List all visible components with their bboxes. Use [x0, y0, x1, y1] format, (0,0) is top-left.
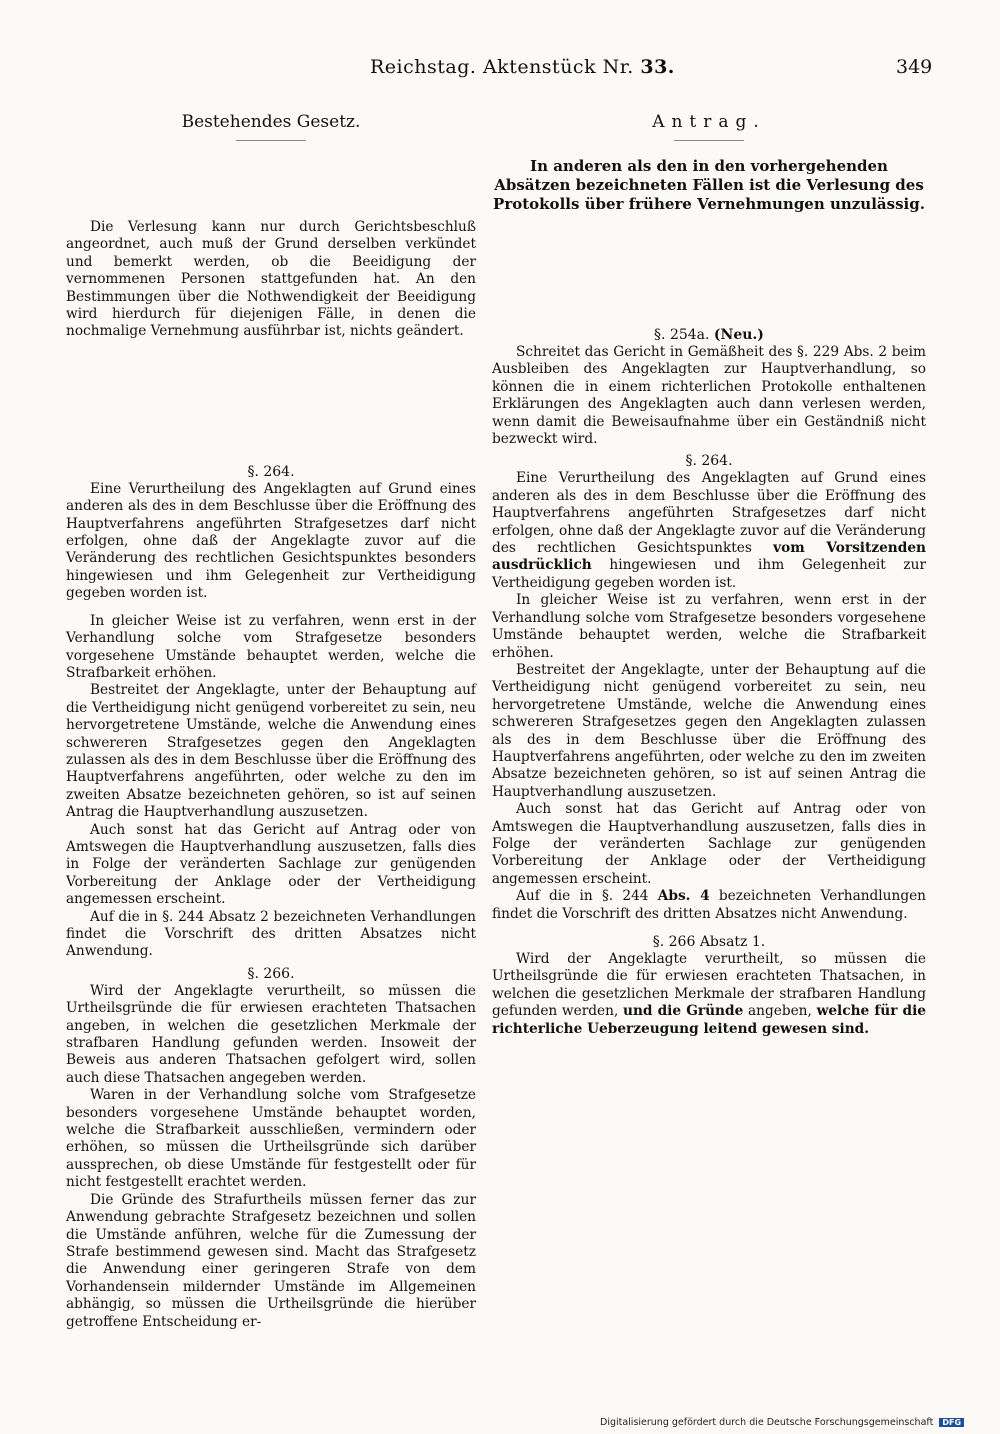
- section-number: §. 264.: [247, 463, 295, 480]
- paragraph: Bestreitet der Angeklagte, unter der Behauptung auf die Vertheidigung nicht genügend vorbereitet zu sein, neu hervorgetretene Umstände, welche die Anwendung eines schwereren Strafgesetzes gegen den Angeklagten zulassen als des in dem Beschlusse über die Eröffnung des Hauptverfahrens angeführten, oder welche zu den im zweiten Absatze bezeichneten gehören, so ist auf seinen Antrag die Hauptverhandlung auszusetzen.: [66, 682, 476, 821]
- credit-text: Digitalisierung gefördert durch die Deutsche Forschungsgemeinschaft: [600, 1417, 934, 1428]
- amended-text: Abs. 4: [657, 888, 710, 905]
- paragraph-text: Eine Verurtheilung des Angeklagten auf Grund eines anderen als des in dem Beschlusse über die Eröffnung des Hauptverfahrens angeführten Strafgesetzes darf nicht erfolgen, ohne daß der Angeklagte zuvor auf die Veränderung des rechtlichen Gesichtspunktes: [492, 470, 926, 557]
- proposal-text: In anderen als den in den vorhergehenden Absätzen bezeichneten Fällen ist die Verlesung des Protokolls über frühere Vernehmungen unzulässig.: [493, 157, 925, 213]
- amended-text: welche für die richterliche Ueberzeugung leitend gewesen sind.: [492, 1003, 926, 1037]
- paragraph-text: hingewiesen und ihm Gelegenheit zur Vertheidigung gegeben worden ist.: [492, 557, 926, 591]
- page-number: 349: [896, 56, 933, 78]
- amended-text: vom Vorsitzenden ausdrücklich: [492, 540, 926, 574]
- running-title: [370, 56, 675, 78]
- paragraph: Auch sonst hat das Gericht auf Antrag oder von Amtswegen die Hauptverhandlung auszusetzen, falls dies in Folge der veränderten Sachlage zur genügenden Vorbereitung der Anklage oder der Vertheidigung angemessen erscheint.: [66, 821, 476, 908]
- paragraph: In gleicher Weise ist zu verfahren, wenn erst in der Verhandlung solche vom Strafgesetze besonders vorgesehene Umstände behauptet werden, welche die Strafbarkeit erhöhen.: [492, 592, 926, 661]
- heading-divider: [236, 140, 306, 141]
- paragraph: Wird der Angeklagte verurtheilt, so müssen die Urtheilsgründe die für erwiesen erachteten Thatsachen angeben, in welchen die gesetzlichen Merkmale der strafbaren Handlung gefunden werden. Insoweit der Beweis aus anderen Thatsachen gefolgert wird, sollen auch diese Thatsachen angegeben werden.: [66, 982, 476, 1086]
- left-column-existing-law: [66, 112, 476, 1352]
- paragraph: Waren in der Verhandlung solche vom Strafgesetze besonders vorgesehene Umstände behauptet worden, welche die Strafbarkeit ausschließen, vermindern oder erhöhen, so müssen die Urtheilsgründe sich darüber aussprechen, ob diese Umstände für festgestellt oder für nicht festgestellt erachtet werden.: [66, 1087, 476, 1191]
- new-marker: (Neu.): [713, 327, 764, 343]
- dfg-logo: DFG: [939, 1418, 964, 1427]
- paragraph: Auf die in §. 244 Absatz 2 bezeichneten Verhandlungen findet die Vorschrift des dritten Absatzes nicht Anwendung.: [66, 908, 476, 960]
- left-column-heading: Bestehendes Gesetz.: [181, 112, 361, 132]
- section-number: §. 264.: [685, 453, 733, 470]
- section-number-text: §. 254a.: [654, 327, 710, 343]
- paragraph: Schreitet das Gericht in Gemäßheit des §. 229 Abs. 2 beim Ausbleiben des Angeklagten zur Hauptverhandlung, so können die in einem richterlichen Protokolle enthaltenen Erklärungen des Angeklagten auch dann verlesen werden, wenn damit die Beweisaufnahme über ein Geständniß nicht bezweckt wird.: [492, 344, 926, 448]
- paragraph-text: Wird der Angeklagte verurtheilt, so müssen die Urtheilsgründe die für erwiesen erachteten Thatsachen, in welchen die gesetzlichen Merkmale der strafbaren Handlung gefunden werden,: [492, 951, 926, 1020]
- paragraph: Die Verlesung kann nur durch Gerichtsbeschluß angeordnet, auch muß der Grund derselben verkündet und bemerkt werden, ob die Beeidigung der vernommenen Personen stattgefunden hat. An den Bestimmungen über die Nothwendigkeit der Beeidigung wird hierdurch für diejenigen Fälle, in denen die nochmalige Vernehmung ausführbar ist, nichts geändert.: [66, 219, 476, 340]
- running-title-text: Reichstag. Aktenstück Nr.: [370, 56, 634, 78]
- paragraph: Eine Verurtheilung des Angeklagten auf Grund eines anderen als des in dem Beschlusse über die Eröffnung des Hauptverfahrens angeführten Strafgesetzes darf nicht erfolgen, ohne daß der Angeklagte zuvor auf die Veränderung des rechtlichen Gesichtspunktes besonders hingewiesen und ihm Gelegenheit zur Vertheidigung gegeben worden ist.: [66, 480, 476, 602]
- section-number: §. 266.: [247, 965, 295, 982]
- document-number: 33.: [640, 56, 675, 78]
- right-column-proposal: [492, 112, 926, 1352]
- section-number: §. 266 Absatz 1.: [652, 934, 766, 950]
- right-column-heading: Antrag.: [652, 112, 766, 132]
- paragraph: Die Gründe des Strafurtheils müssen ferner das zur Anwendung gebrachte Strafgesetz bezeichnen und sollen die Umstände anführen, welche für die Zumessung der Strafe bestimmend gewesen sind. Macht das Strafgesetz die Anwendung einer geringeren Strafe von dem Vorhandensein mildernder Umstände im Allgemeinen abhängig, so müssen die Urtheilsgründe die hierüber getroffene Entscheidung er-: [66, 1191, 476, 1330]
- section-number: [492, 326, 926, 344]
- page-header: [0, 56, 1000, 80]
- amended-text: und die Gründe: [623, 1003, 744, 1020]
- heading-divider: [674, 140, 744, 141]
- paragraph-text: bezeichneten Verhandlungen findet die Vorschrift des dritten Absatzes nicht Anwendung.: [492, 888, 926, 922]
- paragraph: [492, 470, 926, 592]
- paragraph: [492, 951, 926, 1038]
- paragraph: Bestreitet der Angeklagte, unter der Behauptung auf die Vertheidigung nicht genügend vorbereitet zu sein, neu hervorgetretene Umstände, welche die Anwendung eines schwereren Strafgesetzes gegen den Angeklagten zulassen als des in dem Beschlusse über die Eröffnung des Hauptverfahrens angeführten, oder welche zu den im zweiten Absatze bezeichneten gehören, so ist auf seinen Antrag die Hauptverhandlung auszusetzen.: [492, 661, 926, 800]
- paragraph: [492, 888, 926, 923]
- digitization-credit: [600, 1417, 1000, 1428]
- paragraph-text: angeben,: [747, 1003, 812, 1020]
- paragraph: Auch sonst hat das Gericht auf Antrag oder von Amtswegen die Hauptverhandlung auszusetzen, falls dies in Folge der veränderten Sachlage zur genügenden Vorbereitung der Anklage oder der Vertheidigung angemessen erscheint.: [492, 801, 926, 887]
- paragraph-text: Auf die in §. 244: [516, 888, 649, 905]
- paragraph: In gleicher Weise ist zu verfahren, wenn erst in der Verhandlung solche vom Strafgesetze besonders vorgesehene Umstände behauptet werden, welche die Strafbarkeit erhöhen.: [66, 612, 476, 681]
